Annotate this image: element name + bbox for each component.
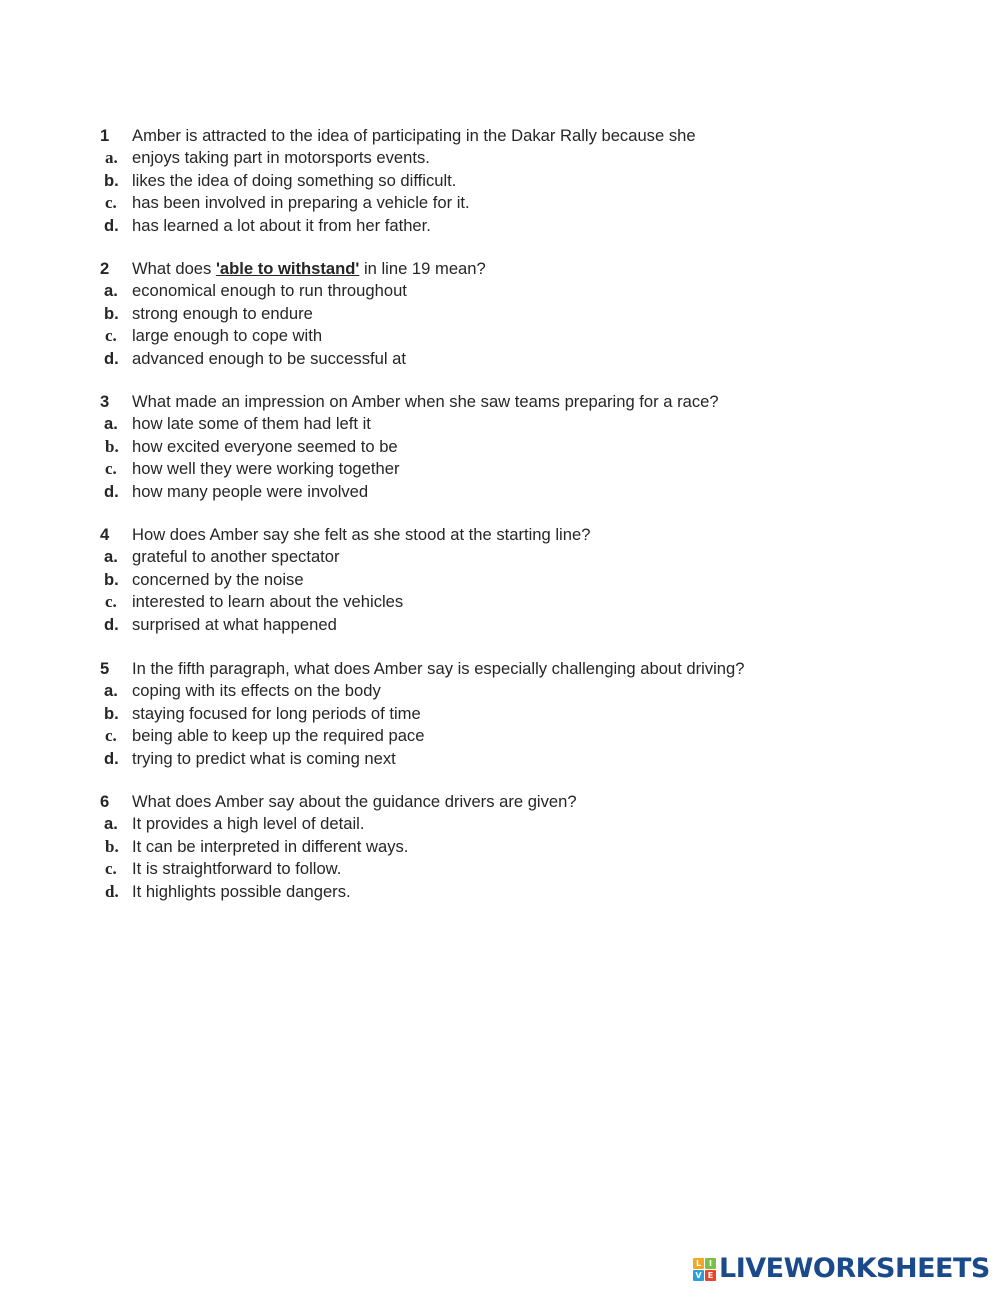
question-4	[0, 524, 1000, 636]
option-letter: c.	[105, 859, 117, 879]
option-a[interactable]	[0, 680, 1000, 702]
option-text: has been involved in preparing a vehicle for it.	[132, 193, 470, 213]
option-text: how many people were involved	[132, 481, 369, 501]
option-letter: a.	[104, 414, 118, 434]
option-c[interactable]	[0, 192, 1000, 214]
option-text: trying to predict what is coming next	[132, 748, 396, 768]
option-text: advanced enough to be successful at	[132, 348, 406, 368]
option-text: staying focused for long periods of time	[132, 703, 421, 723]
question-6	[0, 791, 1000, 903]
option-c[interactable]	[0, 591, 1000, 613]
option-text: how well they were working together	[132, 459, 400, 479]
option-letter: a.	[105, 148, 118, 168]
option-letter: b.	[104, 703, 119, 723]
question-stem-line	[0, 524, 1000, 546]
option-d[interactable]	[0, 215, 1000, 237]
logo-mark-icon	[693, 1258, 716, 1281]
option-b[interactable]	[0, 170, 1000, 192]
option-b[interactable]	[0, 303, 1000, 325]
option-c[interactable]	[0, 325, 1000, 347]
option-a[interactable]	[0, 280, 1000, 302]
option-text: how late some of them had left it	[132, 414, 371, 434]
option-a[interactable]	[0, 147, 1000, 169]
logo-text: LIVEWORKSHEETS	[719, 1253, 990, 1284]
question-stem-line	[0, 791, 1000, 813]
question-stem	[132, 258, 486, 280]
option-text: being able to keep up the required pace	[132, 726, 425, 746]
option-letter: c.	[105, 726, 117, 746]
option-d[interactable]	[0, 348, 1000, 370]
option-text: grateful to another spectator	[132, 547, 340, 567]
option-d[interactable]	[0, 748, 1000, 770]
option-text: It is straightforward to follow.	[132, 859, 342, 879]
option-text: enjoys taking part in motorsports events.	[132, 148, 430, 168]
option-c[interactable]	[0, 858, 1000, 880]
question-stem: In the fifth paragraph, what does Amber say is especially challenging about driving?	[132, 659, 745, 678]
option-letter: d.	[104, 614, 119, 634]
logo-cell-i: I	[705, 1258, 716, 1269]
option-letter: d.	[104, 748, 119, 768]
question-1	[0, 125, 1000, 237]
option-letter: a.	[104, 281, 118, 301]
stem-keyword: 'able to withstand'	[215, 259, 360, 278]
option-letter: a.	[104, 681, 118, 701]
option-a[interactable]	[0, 813, 1000, 835]
question-stem-line	[0, 658, 1000, 680]
option-d[interactable]	[0, 614, 1000, 636]
option-b[interactable]	[0, 436, 1000, 458]
question-stem-line	[0, 125, 1000, 147]
question-number: 2	[100, 259, 110, 278]
option-c[interactable]	[0, 725, 1000, 747]
question-2	[0, 258, 1000, 370]
stem-before: What does	[132, 259, 216, 278]
option-letter: d.	[104, 348, 119, 368]
logo-cell-v: V	[693, 1270, 704, 1281]
option-text: strong enough to endure	[132, 303, 313, 323]
option-letter: a.	[104, 814, 118, 834]
option-d[interactable]	[0, 481, 1000, 503]
question-stem: How does Amber say she felt as she stood at the starting line?	[132, 525, 591, 544]
question-number: 1	[100, 126, 110, 145]
option-letter: c.	[105, 193, 117, 213]
option-b[interactable]	[0, 569, 1000, 591]
question-stem: What does Amber say about the guidance drivers are given?	[132, 792, 577, 811]
question-3	[0, 391, 1000, 503]
option-b[interactable]	[0, 703, 1000, 725]
question-number: 4	[100, 525, 110, 544]
option-letter: b.	[105, 836, 119, 856]
question-5	[0, 658, 1000, 770]
option-letter: d.	[104, 481, 119, 501]
question-number: 6	[100, 792, 110, 811]
option-text: how excited everyone seemed to be	[132, 436, 398, 456]
question-number: 5	[100, 659, 110, 678]
option-letter: a.	[104, 547, 118, 567]
option-c[interactable]	[0, 458, 1000, 480]
option-a[interactable]	[0, 546, 1000, 568]
option-letter: d.	[104, 215, 119, 235]
option-letter: b.	[104, 569, 119, 589]
stem-after: in line 19 mean?	[359, 259, 486, 278]
option-text: It can be interpreted in different ways.	[132, 836, 409, 856]
question-stem-line	[0, 391, 1000, 413]
option-b[interactable]	[0, 836, 1000, 858]
option-letter: d.	[105, 881, 119, 901]
option-letter: b.	[105, 436, 119, 456]
logo-cell-l: L	[693, 1258, 704, 1269]
question-number: 3	[100, 392, 110, 411]
option-text: interested to learn about the vehicles	[132, 592, 404, 612]
option-a[interactable]	[0, 413, 1000, 435]
option-text: economical enough to run throughout	[132, 281, 407, 301]
option-letter: c.	[105, 459, 117, 479]
option-letter: c.	[105, 326, 117, 346]
option-text: It provides a high level of detail.	[132, 814, 365, 834]
liveworksheets-logo	[693, 1255, 990, 1283]
option-text: It highlights possible dangers.	[132, 881, 351, 901]
question-stem-line	[0, 258, 1000, 280]
question-stem: Amber is attracted to the idea of participating in the Dakar Rally because she	[132, 126, 696, 145]
option-letter: b.	[104, 170, 119, 190]
option-text: surprised at what happened	[132, 614, 337, 634]
option-letter: b.	[104, 303, 119, 323]
option-text: coping with its effects on the body	[132, 681, 381, 701]
logo-cell-e: E	[705, 1270, 716, 1281]
option-text: concerned by the noise	[132, 569, 304, 589]
option-d[interactable]	[0, 881, 1000, 903]
question-stem: What made an impression on Amber when she saw teams preparing for a race?	[132, 392, 719, 411]
option-letter: c.	[105, 592, 117, 612]
option-text: likes the idea of doing something so difficult.	[132, 170, 457, 190]
option-text: large enough to cope with	[132, 326, 323, 346]
option-text: has learned a lot about it from her father.	[132, 215, 431, 235]
